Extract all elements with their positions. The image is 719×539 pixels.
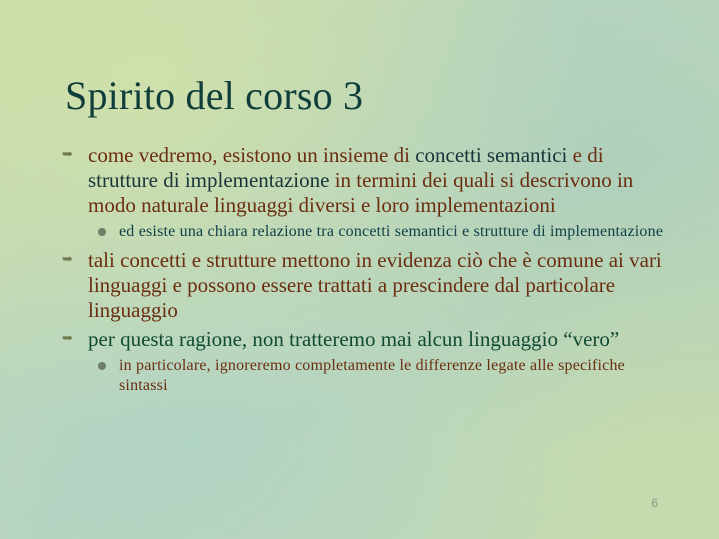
bullet-text: tali concetti e strutture mettono in evidenza ciò che è comune ai vari linguaggi e possono essere trattati a prescindere dal particolare linguaggio [88, 248, 662, 322]
bullet-item-2 [62, 248, 672, 323]
bullet-item-1 [62, 143, 672, 218]
round-dot-icon [98, 362, 106, 370]
sub-bullet-item-1 [62, 222, 672, 242]
bullet-text: e di [567, 143, 604, 167]
sub-bullet-text: in particolare, ignoreremo completamente le differenze legate alle specifiche sintassi [119, 357, 625, 394]
bullet-list [62, 143, 672, 402]
pointing-hand-icon: ➥ [62, 146, 73, 161]
bullet-text: come vedremo, esistono un insieme di [88, 143, 416, 167]
bullet-text: in termini dei quali si descrivono in modo naturale linguaggi diversi e loro implementazioni [88, 168, 634, 217]
bullet-term: strutture di implementazione [88, 168, 330, 192]
pointing-hand-icon: ➥ [62, 251, 73, 266]
sub-bullet-item-2 [62, 356, 672, 396]
bullet-text: per questa ragione, non tratteremo mai alcun linguaggio “vero” [88, 327, 620, 351]
bullet-item-3 [62, 327, 672, 352]
sub-bullet-text: ed esiste una chiara relazione tra concetti semantici e strutture di implementazione [119, 223, 664, 240]
pointing-hand-icon: ➥ [62, 330, 73, 345]
bullet-term: concetti semantici [415, 143, 568, 167]
round-dot-icon [98, 228, 106, 236]
slide-title: Spirito del corso 3 [65, 73, 364, 118]
page-number: 6 [651, 496, 658, 510]
